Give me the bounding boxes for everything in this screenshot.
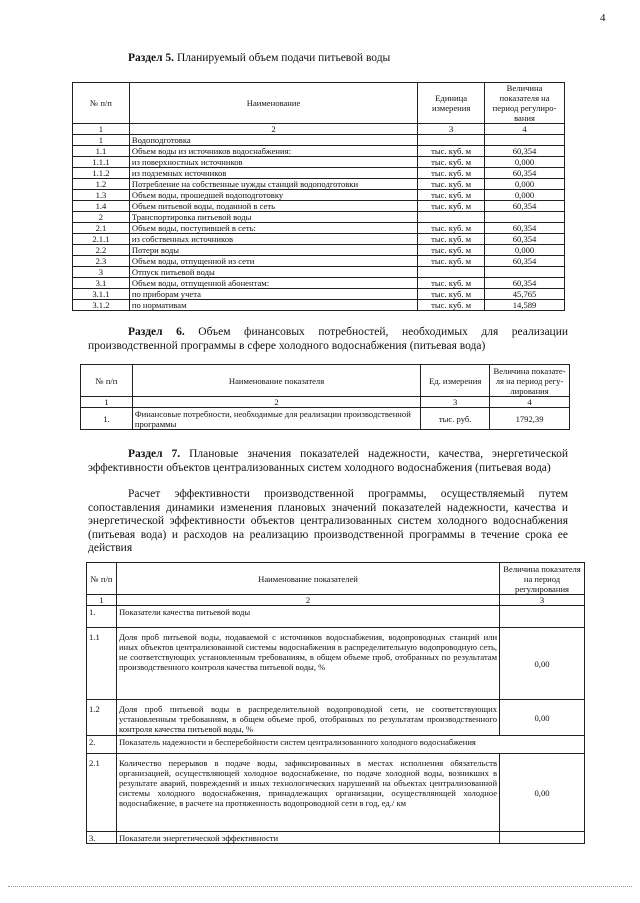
- section7-heading: [88, 448, 568, 475]
- table-row: [73, 245, 565, 256]
- section5-heading-text: Планируемый объем подачи питьевой воды: [176, 52, 391, 64]
- section6-heading-label: Раздел 6.: [128, 326, 185, 338]
- row-unit-cell: тыс. куб. м: [418, 190, 485, 201]
- row-value-cell: [485, 135, 565, 146]
- row-number-cell: 2.1.1: [73, 234, 130, 245]
- row-unit-cell: тыс. куб. м: [418, 278, 485, 289]
- table-row: [73, 157, 565, 168]
- table-header-row: [81, 365, 570, 397]
- row-value-cell: 60,354: [485, 146, 565, 157]
- section5-table: [72, 82, 565, 311]
- section6-table: [80, 364, 570, 430]
- row-name-cell: Объем питьевой воды, поданной в сеть: [129, 201, 417, 212]
- row-name-cell: из поверхностных источников: [129, 157, 417, 168]
- header-cell: Ед. измерения: [421, 365, 490, 397]
- row-value-cell: 14,589: [485, 300, 565, 311]
- table-row: [73, 146, 565, 157]
- table-row: [73, 135, 565, 146]
- table-row: [73, 289, 565, 300]
- row-number-cell: 2.: [87, 736, 117, 754]
- row-value-cell: 0,000: [485, 157, 565, 168]
- page-number: 4: [600, 12, 606, 24]
- table-row: [73, 212, 565, 223]
- row-value-cell: 60,354: [485, 234, 565, 245]
- row-value-cell: 0,00: [500, 628, 585, 700]
- row-number-cell: 2.1: [87, 754, 117, 832]
- row-name-cell: по нормативам: [129, 300, 417, 311]
- section7-table: [86, 562, 585, 844]
- row-value-cell: 60,354: [485, 168, 565, 179]
- row-number-cell: 1.2: [87, 700, 117, 736]
- table-row: [73, 201, 565, 212]
- table-row: [73, 256, 565, 267]
- row-name-cell: Количество перерывов в подаче воды, зафиксированных в местах исполнения обязательств организацией, осуществляющей холодное водоснабжение, по подаче холодной воды, возникших в результате аварий, повреждений и иных технологических нарушений на объектах централизованной системы холодного водоснабжения, принадлежащих организации, осуществляющей холодное водоснабжение, в расчете на протяженность водопроводной сети в год, ед./ км: [116, 754, 499, 832]
- row-unit-cell: тыс. куб. м: [418, 157, 485, 168]
- table-header-row: [73, 83, 565, 124]
- header-cell: № п/п: [87, 563, 117, 595]
- row-value-cell: 0,000: [485, 245, 565, 256]
- row-name-cell: Финансовые потребности, необходимые для реализации производственной программы: [132, 408, 420, 430]
- row-unit-cell: тыс. куб. м: [418, 289, 485, 300]
- row-number-cell: 3.1.1: [73, 289, 130, 300]
- table-row: [87, 628, 585, 700]
- row-name-cell: Объем воды, отпущенной из сети: [129, 256, 417, 267]
- row-unit-cell: [418, 267, 485, 278]
- header-cell: Наименование показателя: [132, 365, 420, 397]
- row-value-cell: 0,00: [500, 700, 585, 736]
- table-group-row: [87, 606, 585, 628]
- column-number-row: [81, 397, 570, 408]
- row-value-cell: 60,354: [485, 223, 565, 234]
- row-number-cell: 1.1.1: [73, 157, 130, 168]
- header-cell: Наименование показателей: [116, 563, 499, 595]
- header-cell: № п/п: [73, 83, 130, 124]
- row-value-cell: 60,354: [485, 256, 565, 267]
- row-number-cell: 1.1: [73, 146, 130, 157]
- row-value-cell: 0,000: [485, 179, 565, 190]
- row-number-cell: 1.: [81, 408, 133, 430]
- row-value-cell: [485, 212, 565, 223]
- row-name-cell: Доля проб питьевой воды, подаваемой с источников водоснабжения, водопроводных станций или иных объектов централизованной системы водоснабжения в распределительную водопроводную сеть, не соответствующих установленным требованиям, в общем объеме проб, отобранных по результатам производственного контроля качества питьевой воды, %: [116, 628, 499, 700]
- header-cell: Величина показателя на период регулиро-вания: [485, 83, 565, 124]
- row-number-cell: 3.: [87, 832, 117, 844]
- row-value-cell: [485, 267, 565, 278]
- row-name-cell: Объем воды из источников водоснабжения:: [129, 146, 417, 157]
- column-number-cell: 3: [500, 595, 585, 606]
- section7-heading-text: Плановые значения показателей надежности, качества, энергетической эффективности объектов централизованных систем холодного водоснабжения (питьевая вода): [88, 448, 568, 474]
- column-number-cell: 2: [132, 397, 420, 408]
- row-value-cell: 1792,39: [490, 408, 570, 430]
- row-name-cell: по приборам учета: [129, 289, 417, 300]
- row-value-cell: 0,00: [500, 754, 585, 832]
- row-unit-cell: [418, 135, 485, 146]
- row-name-cell: из подземных источников: [129, 168, 417, 179]
- section6-heading: [88, 326, 568, 353]
- table-row: [73, 168, 565, 179]
- row-unit-cell: тыс. куб. м: [418, 223, 485, 234]
- table-row: [73, 278, 565, 289]
- column-number-cell: 4: [490, 397, 570, 408]
- row-name-cell: Потребление на собственные нужды станций водоподготовки: [129, 179, 417, 190]
- column-number-cell: 2: [129, 124, 417, 135]
- section5-heading-label: Раздел 5.: [128, 52, 175, 64]
- row-number-cell: 1.4: [73, 201, 130, 212]
- row-name-cell: Показатели энергетической эффективности: [116, 832, 499, 844]
- row-unit-cell: тыс. куб. м: [418, 168, 485, 179]
- column-number-cell: 1: [73, 124, 130, 135]
- row-number-cell: 1.2: [73, 179, 130, 190]
- table-group-row: [87, 832, 585, 844]
- section6-heading-text: Объем финансовых потребностей, необходимых для реализации производственной программы в сфере холодного водоснабжения (питьевая вода): [88, 326, 569, 352]
- page-bottom-divider: [8, 886, 632, 887]
- column-number-cell: 1: [81, 397, 133, 408]
- row-name-cell: Водоподготовка: [129, 135, 417, 146]
- row-name-cell: Объем воды, прошедшей водоподготовку: [129, 190, 417, 201]
- column-number-cell: 1: [87, 595, 117, 606]
- row-number-cell: 3: [73, 267, 130, 278]
- row-name-cell: Доля проб питьевой воды в распределительной водопроводной сети, не соответствующих установленным требованиям, в общем объеме проб, отобранных по результатам производственного контроля качества питьевой воды, %: [116, 700, 499, 736]
- row-value-cell: 45,765: [485, 289, 565, 300]
- header-cell: Единица измерения: [418, 83, 485, 124]
- header-cell: № п/п: [81, 365, 133, 397]
- row-name-cell: Потери воды: [129, 245, 417, 256]
- column-number-cell: 3: [421, 397, 490, 408]
- column-number-cell: 2: [116, 595, 499, 606]
- table-header-row: [87, 563, 585, 595]
- table-row: [73, 234, 565, 245]
- table-row: [73, 300, 565, 311]
- column-number-row: [87, 595, 585, 606]
- row-number-cell: 3.1: [73, 278, 130, 289]
- row-value-cell: 60,354: [485, 201, 565, 212]
- row-value-cell: 60,354: [485, 278, 565, 289]
- table-row: [73, 267, 565, 278]
- column-number-cell: 4: [485, 124, 565, 135]
- row-name-cell: Показатель надежности и бесперебойности систем централизованного холодного водоснабжения: [116, 736, 584, 754]
- row-number-cell: 1.: [87, 606, 117, 628]
- row-name-cell: Транспортировка питьевой воды: [129, 212, 417, 223]
- row-unit-cell: тыс. руб.: [421, 408, 490, 430]
- row-unit-cell: тыс. куб. м: [418, 234, 485, 245]
- table-row: [87, 700, 585, 736]
- row-value-cell: [500, 832, 585, 844]
- row-number-cell: 2.1: [73, 223, 130, 234]
- section7-heading-label: Раздел 7.: [128, 448, 181, 460]
- row-unit-cell: [418, 212, 485, 223]
- row-number-cell: 1.1: [87, 628, 117, 700]
- table-row: [87, 754, 585, 832]
- row-number-cell: 1.3: [73, 190, 130, 201]
- table-group-row: [87, 736, 585, 754]
- row-number-cell: 2.3: [73, 256, 130, 267]
- header-cell: Величина показате-ля на период регу-лирования: [490, 365, 570, 397]
- row-number-cell: 1.1.2: [73, 168, 130, 179]
- section7-paragraph: Расчет эффективности производственной программы, осуществляемый путем сопоставления динамики изменения плановых значений показателей надежности, качества и энергетической эффективности объектов централизованных систем холодного водоснабжения (питьевая вода) и расходов на реализацию производственной программы в течение срока ее действия: [88, 488, 568, 554]
- row-name-cell: из собственных источников: [129, 234, 417, 245]
- row-unit-cell: тыс. куб. м: [418, 256, 485, 267]
- row-unit-cell: тыс. куб. м: [418, 201, 485, 212]
- row-name-cell: Показатели качества питьевой воды: [116, 606, 499, 628]
- table-row: [73, 190, 565, 201]
- row-unit-cell: тыс. куб. м: [418, 179, 485, 190]
- column-number-cell: 3: [418, 124, 485, 135]
- row-number-cell: 1: [73, 135, 130, 146]
- table-row: [73, 223, 565, 234]
- header-cell: Величина показателя на период регулирования: [500, 563, 585, 595]
- row-value-cell: 0,000: [485, 190, 565, 201]
- row-number-cell: 2.2: [73, 245, 130, 256]
- row-number-cell: 3.1.2: [73, 300, 130, 311]
- row-name-cell: Отпуск питьевой воды: [129, 267, 417, 278]
- table-row: [81, 408, 570, 430]
- row-number-cell: 2: [73, 212, 130, 223]
- row-value-cell: [500, 606, 585, 628]
- section5-heading: [128, 52, 390, 65]
- header-cell: Наименование: [129, 83, 417, 124]
- row-name-cell: Объем воды, поступившей в сеть:: [129, 223, 417, 234]
- row-name-cell: Объем воды, отпущенной абонентам:: [129, 278, 417, 289]
- column-number-row: [73, 124, 565, 135]
- row-unit-cell: тыс. куб. м: [418, 300, 485, 311]
- table-row: [73, 179, 565, 190]
- row-unit-cell: тыс. куб. м: [418, 245, 485, 256]
- row-unit-cell: тыс. куб. м: [418, 146, 485, 157]
